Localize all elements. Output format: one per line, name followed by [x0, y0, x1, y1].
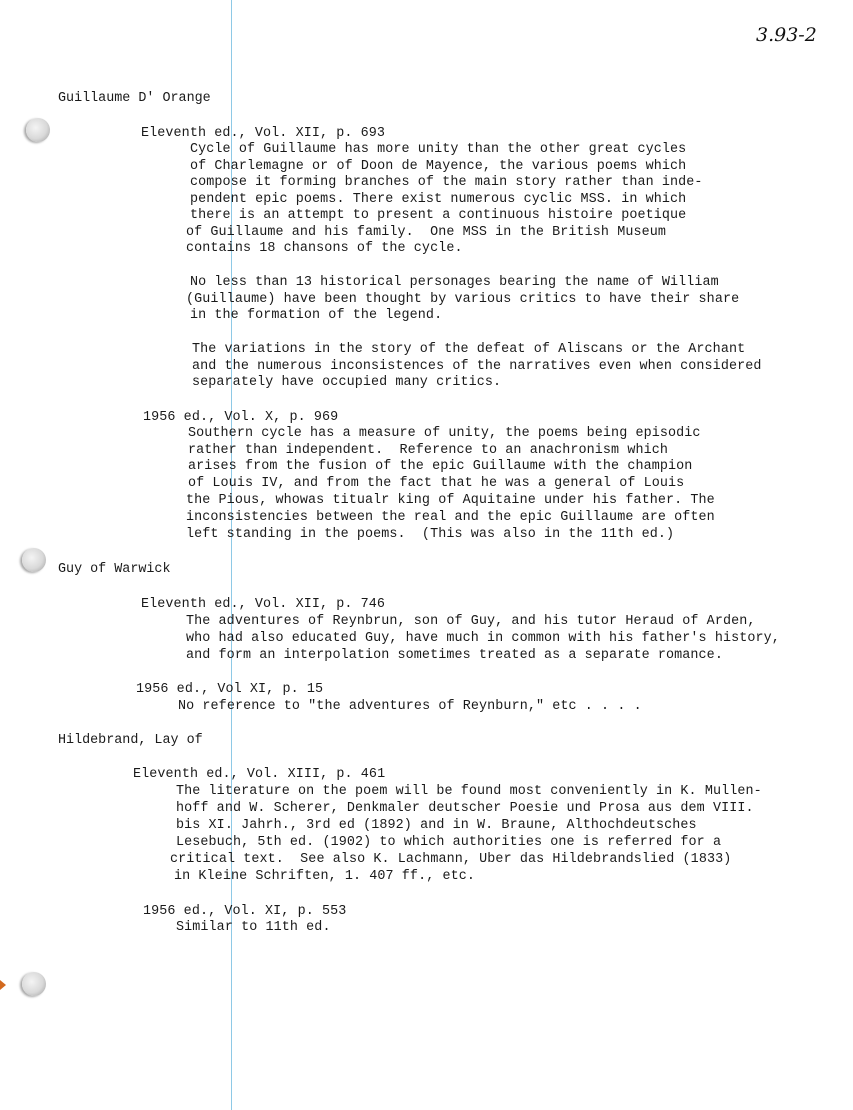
text-line: pendent epic poems. There exist numerous cyclic MSS. in which [190, 192, 687, 207]
text-line: contains 18 chansons of the cycle. [186, 241, 463, 256]
text-line: there is an attempt to present a continuous histoire poetique [190, 208, 687, 223]
text-line: separately have occupied many critics. [192, 375, 502, 390]
text-line: rather than independent. Reference to an anachronism which [188, 443, 669, 458]
text-line: inconsistencies between the real and the epic Guillaume are often [186, 510, 715, 525]
citation: 1956 ed., Vol XI, p. 15 [136, 682, 324, 697]
text-line: No reference to "the adventures of Reynburn," etc . . . . [178, 699, 642, 714]
punch-hole [22, 548, 46, 572]
citation: Eleventh ed., Vol. XIII, p. 461 [133, 767, 386, 782]
section-heading: Hildebrand, Lay of [58, 733, 203, 748]
text-line: Similar to 11th ed. [176, 920, 331, 935]
citation: Eleventh ed., Vol. XII, p. 693 [141, 126, 386, 141]
text-line: compose it forming branches of the main story rather than inde- [190, 175, 703, 190]
edge-mark [0, 980, 6, 990]
citation: 1956 ed., Vol. X, p. 969 [143, 410, 339, 425]
text-line: and form an interpolation sometimes treated as a separate romance. [186, 648, 723, 663]
text-line: (Guillaume) have been thought by various critics to have their share [186, 292, 740, 307]
text-line: Cycle of Guillaume has more unity than the other great cycles [190, 142, 687, 157]
text-line: in Kleine Schriften, 1. 407 ff., etc. [174, 869, 476, 884]
text-line: Southern cycle has a measure of unity, the poems being episodic [188, 426, 701, 441]
text-line: of Guillaume and his family. One MSS in the British Museum [186, 225, 667, 240]
text-line: left standing in the poems. (This was also in the 11th ed.) [186, 527, 675, 542]
citation: 1956 ed., Vol. XI, p. 553 [143, 904, 347, 919]
text-line: of Louis IV, and from the fact that he was a general of Louis [188, 476, 685, 491]
punch-hole [26, 118, 50, 142]
text-line: The literature on the poem will be found most conveniently in K. Mullen- [176, 784, 762, 799]
text-line: who had also educated Guy, have much in common with his father's history, [186, 631, 780, 646]
text-line: Lesebuch, 5th ed. (1902) to which authorities one is referred for a [176, 835, 722, 850]
text-line: hoff and W. Scherer, Denkmaler deutscher Poesie und Prosa aus dem VIII. [176, 801, 754, 816]
text-line: and the numerous inconsistences of the narratives even when considered [192, 359, 762, 374]
text-line: The variations in the story of the defeat of Aliscans or the Archant [192, 342, 746, 357]
text-line: the Pious, whowas titualr king of Aquitaine under his father. The [186, 493, 715, 508]
text-line: bis XI. Jahrh., 3rd ed (1892) and in W. Braune, Althochdeutsches [176, 818, 697, 833]
section-heading: Guy of Warwick [58, 562, 171, 577]
citation: Eleventh ed., Vol. XII, p. 746 [141, 597, 386, 612]
punch-hole [22, 972, 46, 996]
page-number-annotation: 3.93-2 [756, 24, 817, 46]
text-line: The adventures of Reynbrun, son of Guy, and his tutor Heraud of Arden, [186, 614, 756, 629]
section-heading: Guillaume D' Orange [58, 91, 211, 106]
text-line: No less than 13 historical personages bearing the name of William [190, 275, 719, 290]
text-line: in the formation of the legend. [190, 308, 443, 323]
text-line: of Charlemagne or of Doon de Mayence, the various poems which [190, 159, 687, 174]
text-line: arises from the fusion of the epic Guillaume with the champion [188, 459, 693, 474]
text-line: critical text. See also K. Lachmann, Uber das Hildebrandslied (1833) [170, 852, 732, 867]
